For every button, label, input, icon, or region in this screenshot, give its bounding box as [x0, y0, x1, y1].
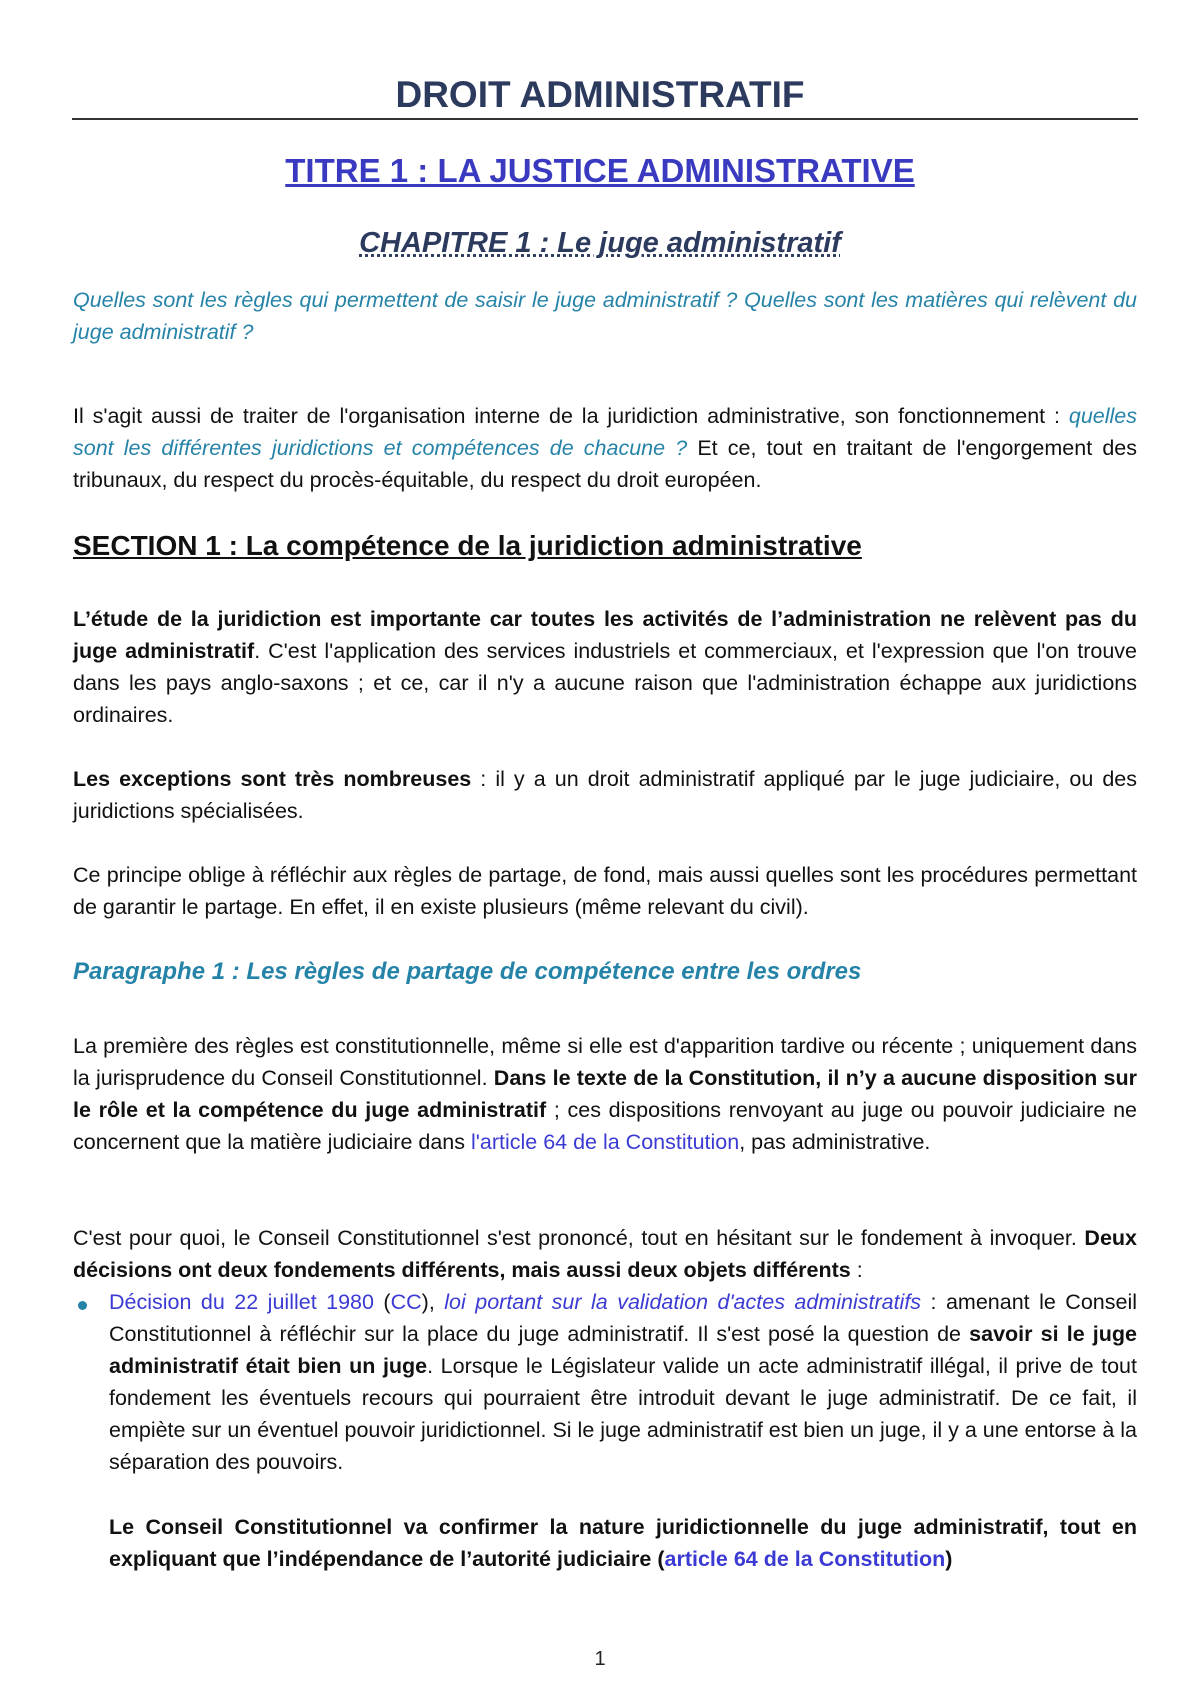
p2-bold: Deux décisions ont deux fondements différents, mais aussi deux objets différents: [73, 1226, 1137, 1282]
article-64-link[interactable]: l'article 64 de la Constitution: [470, 1130, 740, 1154]
cc-link[interactable]: CC: [390, 1290, 422, 1314]
p2-text-a: C'est pour quoi, le Conseil Constitutionnel s'est prononcé, tout en hésitant sur le fondement à invoquer.: [73, 1226, 1085, 1250]
paragraphe-heading: Paragraphe 1 : Les règles de partage de compétence entre les ordres: [73, 958, 862, 985]
conclusion-close: ): [945, 1547, 953, 1571]
title-divider: [72, 118, 1138, 120]
paragraphe-text-1: [73, 1030, 1137, 1158]
bullet-paren-close: ),: [421, 1290, 445, 1314]
conclusion-paragraph: [109, 1511, 1137, 1575]
section-paragraph-1: [73, 603, 1137, 731]
titre-heading: TITRE 1 : LA JUSTICE ADMINISTRATIVE: [285, 152, 915, 189]
bullet-item-1: [109, 1286, 1137, 1478]
s2-text: : il y a un droit administratif appliqué par le juge judiciaire, ou des juridictions spécialisées.: [73, 767, 1137, 823]
page-number: 1: [594, 1648, 606, 1670]
paragraphe-text-2: [73, 1222, 1137, 1286]
intro-question-inline: quelles sont les différentes juridictions et compétences de chacune ?: [73, 404, 1137, 460]
section-paragraph-2: [73, 763, 1137, 827]
bullet-dot-icon: [78, 1301, 87, 1310]
s2-bold: Les exceptions sont très nombreuses: [73, 767, 472, 791]
section-paragraph-3: Ce principe oblige à réfléchir aux règles de partage, de fond, mais aussi quelles sont les procédures permettant de garantir le partage. En effet, il en existe plusieurs (même relevant du civil).: [73, 863, 1137, 919]
p1-text-c: , pas administrative.: [739, 1130, 931, 1154]
s1-bold: L’étude de la juridiction est importante car toutes les activités de l’administration ne relèvent pas du juge administratif: [73, 607, 1137, 663]
s1-text: . C'est l'application des services industriels et commerciaux, et l'expression que l'on trouve dans les pays anglo-saxons ; et ce, car il n'y a aucune raison que l'administration échappe aux juridictions ordinaires.: [73, 639, 1137, 727]
chapitre-heading: CHAPITRE 1 : Le juge administratif: [359, 227, 841, 259]
p1-text-a: La première des règles est constitutionnelle, même si elle est d'apparition tardive ou récente ; uniquement dans la jurisprudence du Conseil Constitutionnel.: [73, 1034, 1137, 1090]
intro-paragraph: [73, 400, 1137, 496]
article-64-link-2[interactable]: article 64 de la Constitution: [664, 1547, 946, 1571]
conclusion-bold: Le Conseil Constitutionnel va confirmer la nature juridictionnelle du juge administratif, tout en expliquant que l’indépendance de l’autorité judiciaire (: [109, 1515, 1137, 1571]
loi-link[interactable]: loi portant sur la validation d'actes administratifs: [444, 1290, 922, 1314]
bullet-text-b: . Lorsque le Législateur valide un acte administratif illégal, il prive de tout fondement les éventuels recours qui pourraient être introduit devant le juge administratif. De ce fait, il empiète sur un éventuel pouvoir juridictionnel. Si le juge administratif est bien un juge, il y a une entorse à la séparation des pouvoirs.: [109, 1354, 1137, 1474]
decision-link[interactable]: Décision du 22 juillet 1980: [109, 1290, 374, 1314]
intro-text-2: Et ce, tout en traitant de l'engorgement des tribunaux, du respect du procès-équitable, du respect du droit européen.: [73, 436, 1137, 492]
p2-text-b: :: [850, 1258, 863, 1282]
bullet-paren-open: (: [373, 1290, 391, 1314]
p1-bold: Dans le texte de la Constitution, il n’y a aucune disposition sur le rôle et la compétence du juge administratif: [73, 1066, 1137, 1122]
bullet-bold: savoir si le juge administratif était bien un juge: [109, 1322, 1138, 1378]
bullet-text-a: : amenant le Conseil Constitutionnel à réfléchir sur la place du juge administratif. Il s'est posé la question de: [109, 1290, 1138, 1346]
section-heading: SECTION 1 : La compétence de la juridiction administrative: [73, 530, 862, 561]
p1-text-b: ; ces dispositions renvoyant au juge ou pouvoir judiciaire ne concernent que la matière judiciaire dans: [73, 1098, 1137, 1154]
document-title: DROIT ADMINISTRATIF: [395, 74, 805, 115]
intro-text-1: Il s'agit aussi de traiter de l'organisation interne de la juridiction administrative, son fonctionnement :: [73, 404, 1069, 428]
intro-question: Quelles sont les règles qui permettent de saisir le juge administratif ? Quelles sont les matières qui relèvent du juge administratif ?: [73, 288, 1137, 344]
